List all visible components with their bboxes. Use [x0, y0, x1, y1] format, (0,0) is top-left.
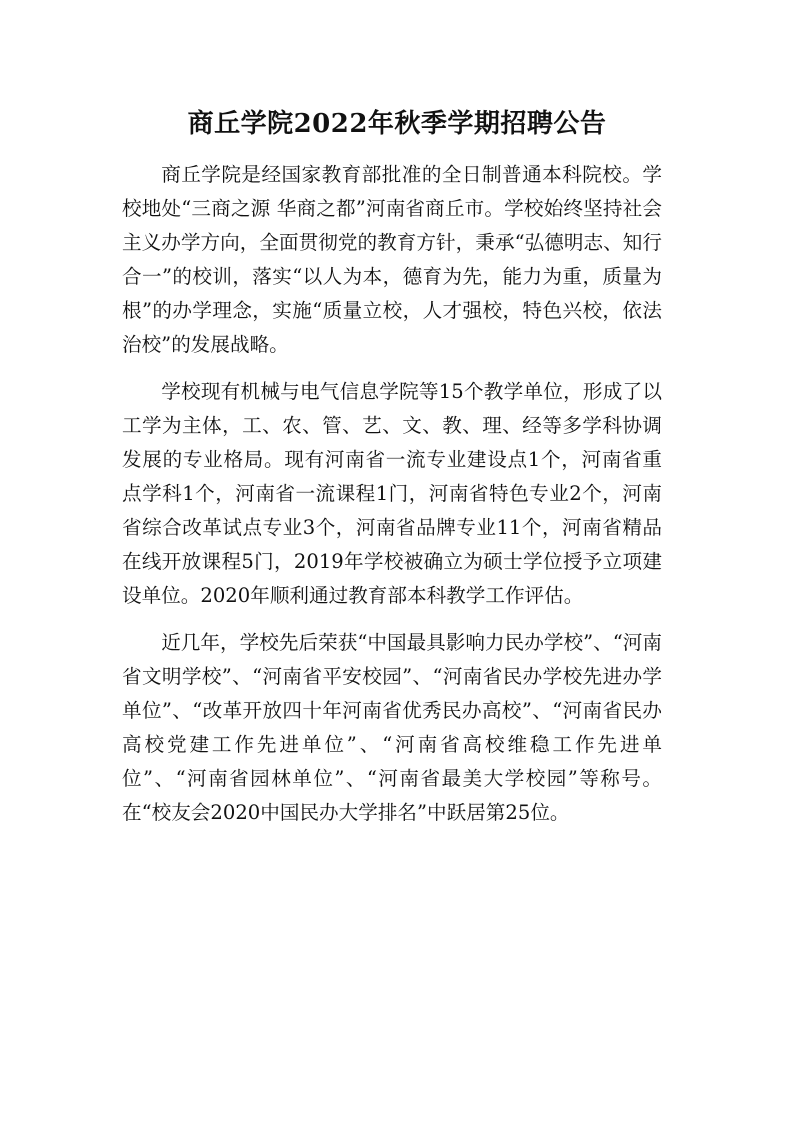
paragraph-honors: 近几年，学校先后荣获“中国最具影响力民办学校”、“河南省文明学校”、“河南省平安校园”、“河南省民办学校先进办学单位”、“改革开放四十年河南省优秀民办高校”、“河南省民办高校党建工作先进单位”、“河南省高校维稳工作先进单位”、“河南省园林单位”、“河南省最美大学校园”等称号。在“校友会2020中国民办大学排名”中跃居第25位。 [122, 631, 662, 824]
document-body [122, 158, 662, 830]
paragraph-academic-programs: 学校现有机械与电气信息学院等15个教学单位，形成了以工学为主体，工、农、管、艺、文、教、理、经等多学科协调发展的专业格局。现有河南省一流专业建设点1个，河南省重点学科1个，河南省一流课程1门，河南省特色专业2个，河南省综合改革试点专业3个，河南省品牌专业11个，河南省精品在线开放课程5门，2019年学校被确立为硕士学位授予立项建设单位。2020年顺利通过教育部本科教学工作评估。 [122, 380, 662, 607]
document-title: 商丘学院2022年秋季学期招聘公告 [187, 109, 607, 139]
paragraph-school-introduction: 商丘学院是经国家教育部批准的全日制普通本科院校。学校地处“三商之源 华商之都”河南省商丘市。学校始终坚持社会主义办学方向，全面贯彻党的教育方针，秉承“弘德明志、知行合一”的校训，落实“以人为本，德育为先，能力为重，质量为根”的办学理念，实施“质量立校，人才强校，特色兴校，依法治校”的发展战略。 [122, 163, 662, 356]
